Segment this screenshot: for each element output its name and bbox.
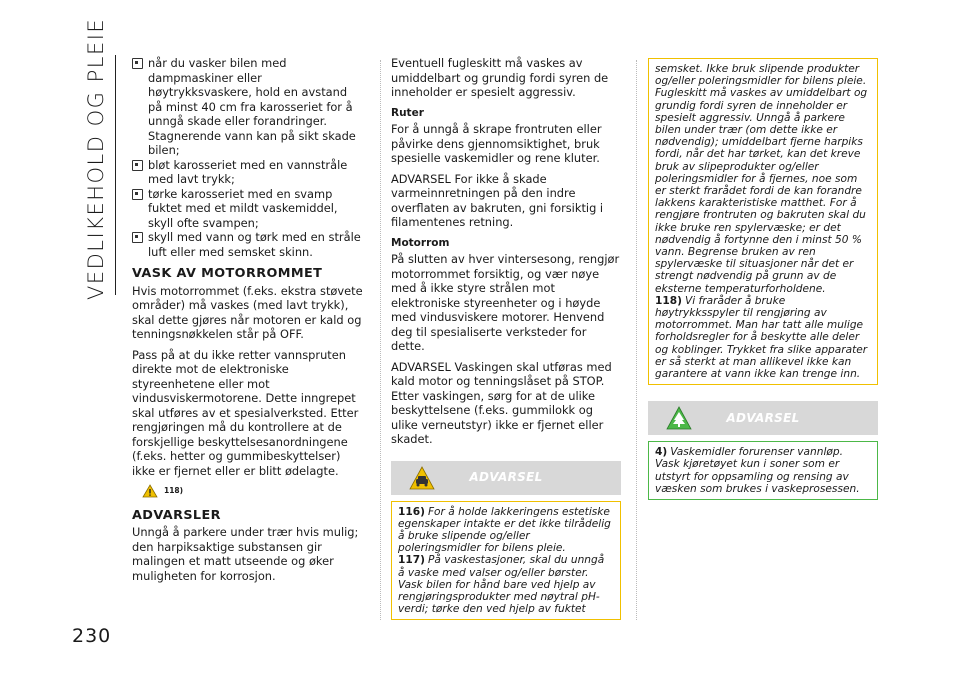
bullet-icon [132, 160, 143, 171]
side-rule [115, 55, 116, 295]
warning-triangle-icon [142, 484, 158, 498]
column-3 [648, 58, 878, 500]
paragraph: ADVARSEL Vaskingen skal utføras med kald motor og tenningslåset på STOP. Etter vaskingen, sørg for at de ulike beskyttelsene (f.eks. gummilokk og ulike verneutstyr) ikke er fjernet eller skadet. [391, 359, 612, 446]
environment-warning-header [648, 401, 878, 435]
section-side-title: VEDLIKEHOLD OG PLEIE [84, 17, 108, 300]
paragraph: Pass på at du ikke retter vannspruten direkte mot de elektroniske styreenhetene eller mot vindusviskermotorene. Dette inngrepet skal utføres av et spesialverksted. Etter rengjøringen må du kontrollere at de forskjellige beskyttelsesanordningene (f.eks. hetter og gummibeskyttelser) ikke er fjernet eller er blitt ødelagte. [132, 347, 359, 478]
warning-reference: 118) [142, 484, 364, 499]
heading-warnings: ADVARSLER [132, 507, 221, 523]
environment-warning-box [648, 441, 878, 500]
heading-engine-wash: VASK AV MOTORROMMET [132, 266, 323, 281]
heading-engine-compartment: Motorrom [391, 236, 450, 249]
bullet-icon [132, 58, 143, 69]
paragraph: ADVARSEL For ikke å skade varmeinnretningen på den indre overflaten av bakruten, gni forsiktig i filamentenes retning. [391, 171, 604, 229]
column-1 [132, 56, 364, 589]
warning-box [391, 501, 621, 621]
warning-item: 116) For å holde lakkeringens estetiske egenskaper intakte er det ikke tilrådelig å bruke slipende og/eller poleringsmidler for bilens pleie. [398, 505, 611, 555]
warning-item: 118) Vi fraråder å bruke høytrykksspyler til rengjøring av motorrommet. Man har tatt alle mulige forholdsregler for å beskytte alle deler og koblinger. Trykket fra slike apparater er så sterkt at man allikevel ikke kan garantere at vann ikke kan trenge inn. [655, 294, 868, 381]
warning-item: 117) På vaskestasjoner, skal du unngå å vaske med valser og/eller børster. Vask bilen for hånd bare ved hjelp av rengjøringsprodukter med nøytral pH-verdi; tørke den ved hjelp av fuktet [398, 554, 605, 616]
bullet-icon [132, 189, 143, 200]
environment-tree-icon [666, 405, 692, 431]
bullet-item: når du vasker bilen med dampmaskiner eller høytrykksvaskere, hold en avstand på minst 40 cm fra karosseriet for å unngå skade eller forandringer. Stagnerende vann kan på sikt skade bilen; [132, 56, 364, 158]
environment-warning-label: ADVARSEL [726, 411, 800, 426]
warning-item: 4) Vaskemidler forurenser vannløp. Vask kjøretøyet kun i soner som er utstyrt for oppsamling og rensing av væsken som brukes i vaskeprosessen. [655, 446, 860, 495]
column-divider [636, 60, 637, 620]
bullet-item: skyll med vann og tørk med en stråle luft eller med semsket skinn. [132, 230, 364, 259]
bullet-item: tørke karosseriet med en svamp fuktet med et mildt vaskemiddel, skyll ofte svampen; [132, 187, 364, 231]
car-warning-icon [409, 465, 435, 491]
bullet-item: bløt karosseriet med en vannstråle med lavt trykk; [132, 158, 364, 187]
warning-box-continued: semsket. Ikke bruk slipende produkter og/eller poleringsmidler for bilens pleie. Fugleskitt må vaskes av umiddelbart og grundig fordi syren de inneholder er spesielt aggressiv. Unngå å parkere bilen under trær (om dette ikke er nødvendig); umiddelbart fjerne harpiks fordi, når det har tørket, kan det kreve bruk av slipeprodukter og/eller poleringsmidler for å fjernes, noe som er sterkt frarådet fordi de kan forandre lakkens karakteristiske matthet. For å rengjøre frontruten og bakruten skal du ikke bruke ren spylervæske; er det nødvendig å fortynne den i minst 50 % vann. Begrense bruken av ren spylervæske til situasjoner når det er strengt nødvendig på grunn av de eksterne temperaturforholdene. 118) Vi fraråder å bruke høytrykksspyler til rengjøring av motorrommet. Man har tatt alle mulige forholdsregler for å beskytte alle deler og koblinger. Trykket fra slike apparater er så sterkt at man allikevel ikke kan garantere at vann ikke kan trenge inn. [648, 58, 878, 385]
paragraph: På slutten av hver vintersesong, rengjør motorrommet forsiktig, og vær nøye med å ikke styre strålen mot elektroniske styreenheter og i høyde med vindusviskere motorer. Henvend deg til spesialiserte verksteder for dette. [391, 252, 620, 353]
warning-header [391, 461, 621, 495]
bullet-icon [132, 232, 143, 243]
paragraph: Eventuell fugleskitt må vaskes av umiddelbart og grundig fordi syren de inneholder er spesielt aggressiv. [391, 56, 609, 99]
paragraph: For å unngå å skrape frontruten eller påvirke dens gjennomsiktighet, bruk spesielle vaskemidler og rene kluter. [391, 122, 602, 165]
column-2 [391, 56, 621, 620]
heading-windows: Ruter [391, 106, 424, 119]
page-number: 230 [72, 625, 112, 647]
paragraph: Hvis motorrommet (f.eks. ekstra støvete områder) må vaskes (med lavt trykk), skal dette gjøres når motoren er kald og tenningsnøkkelen står på OFF. [132, 283, 363, 341]
warning-label: ADVARSEL [469, 470, 543, 485]
column-divider [380, 60, 381, 620]
paragraph: Unngå å parkere under trær hvis mulig; den harpiksaktige substansen gir malingen et matt utseende og øker muligheten for korrosjon. [132, 525, 359, 583]
